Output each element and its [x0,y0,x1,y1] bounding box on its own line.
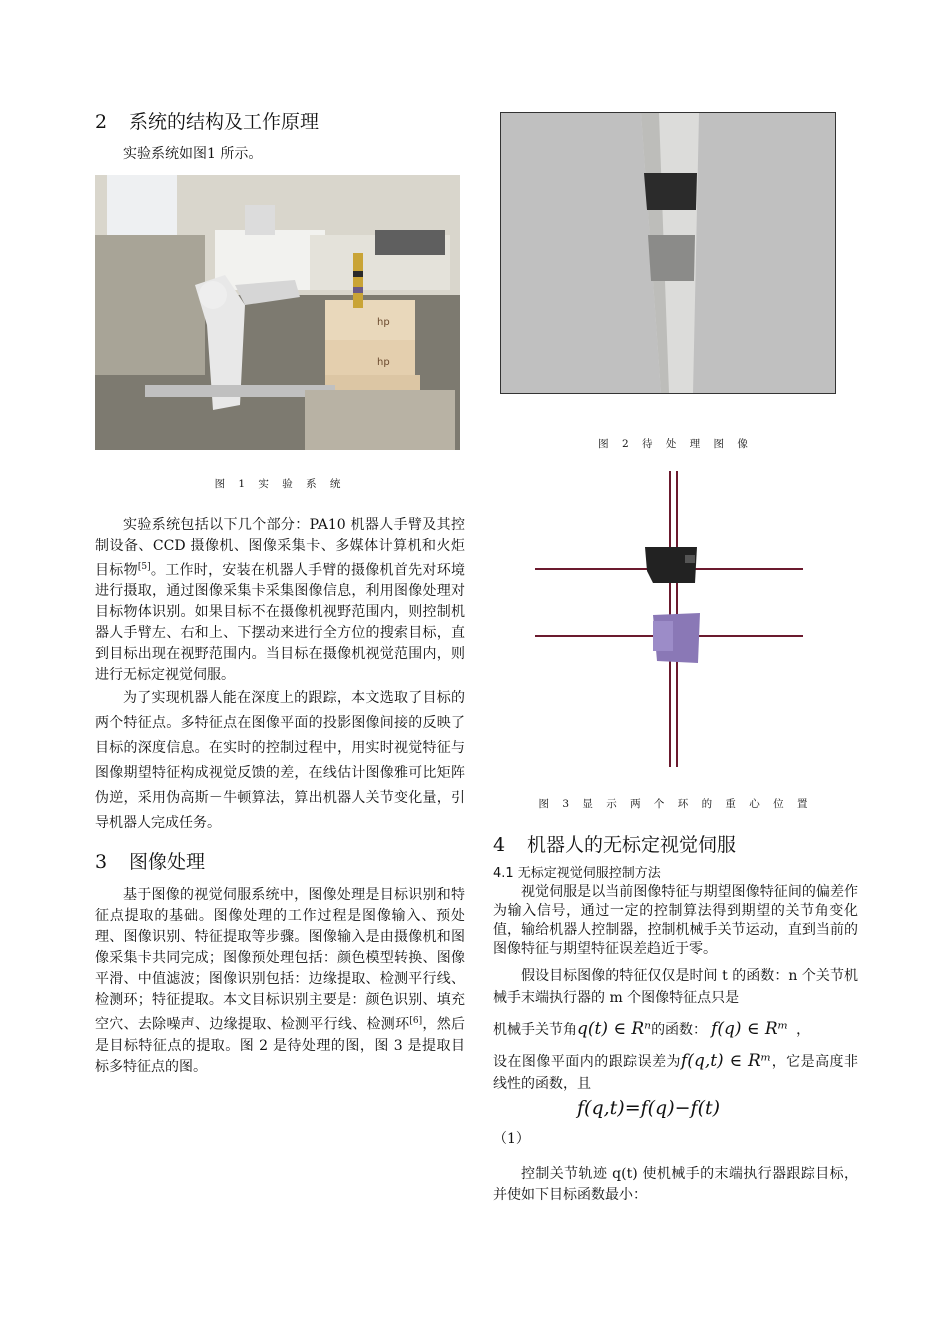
figure-3-caption: 图 3 显 示 两 个 环 的 重 心 位 置 [538,798,813,810]
left-column [95,110,465,1078]
equation-1: f(q,t)=f(q)−f(t) [577,1096,721,1119]
svg-text:hp: hp [377,316,390,328]
section-4-line-error: 设在图像平面内的跟踪误差为f(q,t) ∈ Rᵐ，它是高度非线性的函数，且 [493,1050,859,1092]
section-4-paragraph-1: 视觉伺服是以当前图像特征与期望图像特征间的偏差作为输入信号，通过一定的控制算法得到期望的关节角变化值，输给机器人控制器，控制机械手关节运动，直到当前的图像特征与期望特征误差趋近于零。 [493,883,858,957]
figure-2-caption: 图 2 待 处 理 图 像 [598,438,753,450]
figure-2-image [500,112,836,394]
section-2-heading: 2 系统的结构及工作原理 [95,111,320,133]
section-2-paragraph-1: 实验系统包括以下几个部分：PA10 机器人手臂及其控制设备、CCD 摄像机、图像采集卡、多媒体计算机和火炬目标物[5]。工作时，安装在机器人手臂的摄像机首先对环境进行摄取，通过图像采集卡采集图像信息，利用图像处理对目标物体识别。如果目标不在摄像机视野范围内，则控制机器人手臂左、右和上、下摆动来进行全方位的搜索目标，直到目标出现在视野范围内。当目标在摄像机视觉范围内，则进行无标定视觉伺服。 [95,516,466,684]
svg-text:hp: hp [377,356,390,368]
section-3-heading: 3 图像处理 [95,851,206,874]
section-4-line-q: 机械手关节角q(t) ∈ Rⁿ的函数： f(q) ∈ Rᵐ ， [493,1018,811,1039]
figure-3-image [535,471,803,767]
figure-1-caption: 图 1 实 验 系 统 [214,477,346,490]
right-column [493,112,858,1206]
figure-1-photo [95,175,460,450]
section-4-paragraph-2: 假设目标图像的特征仅仅是时间 t 的函数：n 个关节机械手末端执行器的 m 个图像特征点只是 [493,967,858,1006]
equation-1-number: （1） [493,1130,530,1147]
section-2-paragraph-2: 为了实现机器人能在深度上的跟踪，本文选取了目标的两个特征点。多特征点在图像平面的投影图像间接的反映了目标的深度信息。在实时的控制过程中，用实时视觉特征与图像期望特征构成视觉反馈的差，在线估计图像雅可比矩阵伪逆，采用伪高斯－牛顿算法，算出机器人关节变化量，引导机器人完成任务。 [95,690,465,832]
section-2-intro: 实验系统如图1 所示。 [123,145,263,162]
section-3-paragraph: 基于图像的视觉伺服系统中，图像处理是目标识别和特征点提取的基础。图像处理的工作过程是图像输入、预处理、图像识别、特征提取等步骤。图像输入是由摄像机和图像采集卡共同完成；图像预处理包括：颜色模型转换、图像平滑、中值滤波；图像识别包括：边缘提取、检测平行线、检测环；特征提取。本文目标识别主要是：颜色识别、填充空穴、去除噪声、边缘提取、检测平行线、检测环[6]，然后是目标特征点的提取。图 2 是待处理的图，图 3 是提取目标多特征点的图。 [95,887,466,1075]
subsection-4-1-heading: 4.1 无标定视觉伺服控制方法 [493,865,661,881]
section-4-paragraph-3: 控制关节轨迹 q(t) 使机械手的末端执行器跟踪目标，并使如下目标函数最小： [493,1165,858,1203]
section-4-heading: 4 机器人的无标定视觉伺服 [493,834,737,856]
